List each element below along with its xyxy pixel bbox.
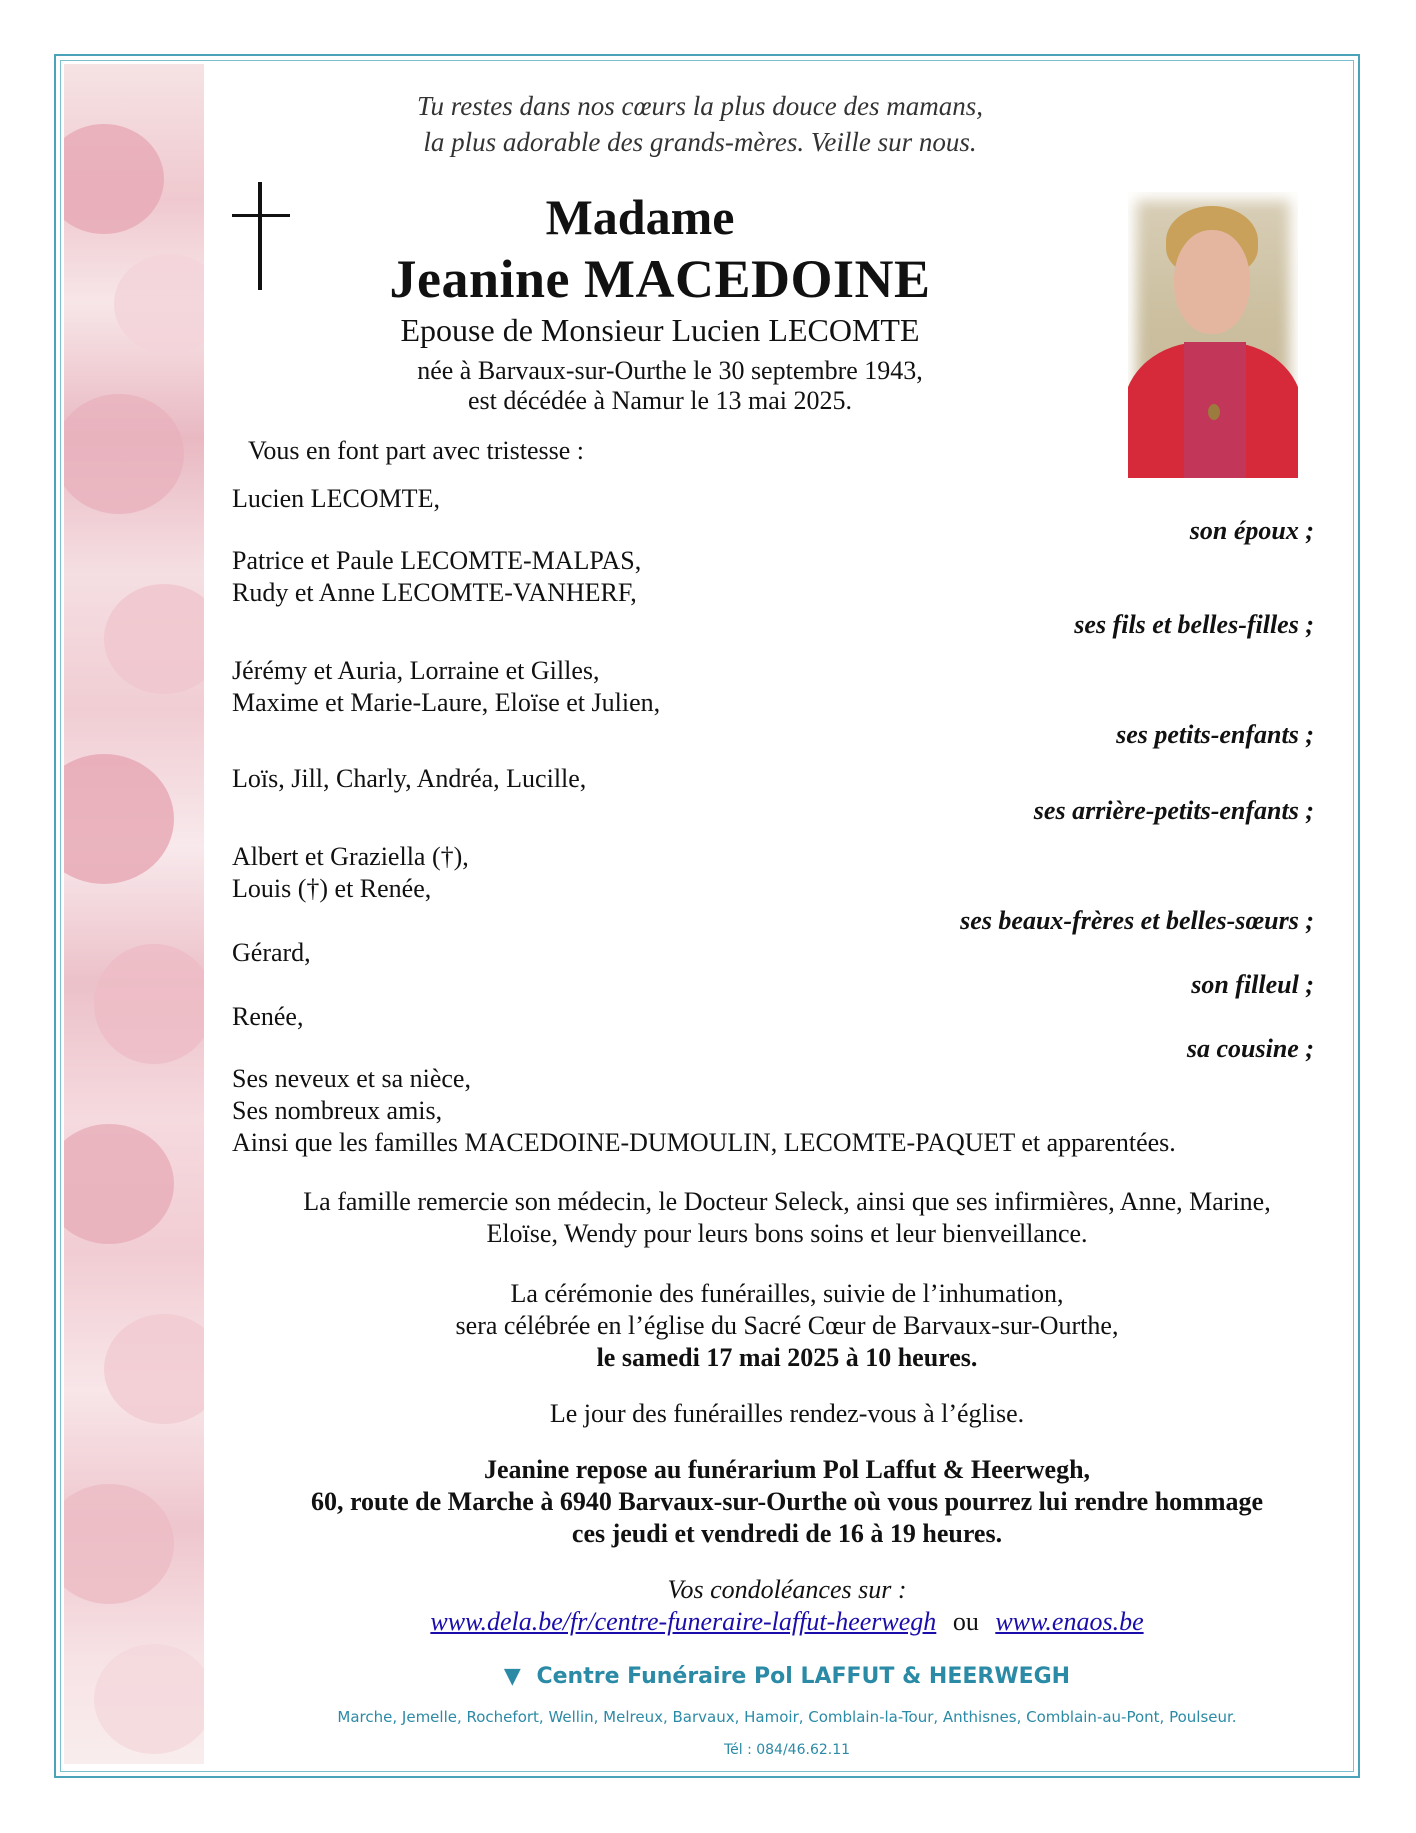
- footer-towns: Marche, Jemelle, Rochefort, Wellin, Melreux, Barvaux, Hamoir, Comblain-la-Tour, Anthisnes, Comblain-au-Pont, Poulseur.: [337, 1708, 1237, 1726]
- family-relation: ses petits-enfants ;: [1116, 720, 1314, 749]
- death-line: est décédée à Namur le 13 mai 2025.: [467, 386, 853, 415]
- footer-title: [232, 1664, 1342, 1689]
- family-name: Louis (†) et Renée,: [232, 874, 432, 903]
- family-name: Loïs, Jill, Charly, Andréa, Lucille,: [232, 764, 587, 793]
- family-name: Jérémy et Auria, Lorraine et Gilles,: [232, 656, 600, 685]
- birth-line: née à Barvaux-sur-Ourthe le 30 septembre 1943,: [417, 356, 923, 385]
- cross-icon: [258, 182, 262, 290]
- family-relation: ses fils et belles-filles ;: [1074, 610, 1314, 639]
- thanks-line: Eloïse, Wendy pour leurs bons soins et leur bienveillance.: [486, 1219, 1088, 1248]
- honorific: Madame: [545, 189, 735, 245]
- family-name: Rudy et Anne LECOMTE-VANHERF,: [232, 578, 637, 607]
- others-line: Ses neveux et sa nièce,: [232, 1064, 471, 1093]
- thanks-line: La famille remercie son médecin, le Docteur Seleck, ainsi que ses infirmières, Anne, Marine,: [303, 1187, 1271, 1216]
- cross-icon-bar: [232, 214, 290, 217]
- link-separator: ou: [952, 1607, 979, 1636]
- others-line: Ainsi que les familles MACEDOINE-DUMOULIN, LECOMTE-PAQUET et apparentées.: [232, 1128, 1176, 1157]
- family-name: Patrice et Paule LECOMTE-MALPAS,: [232, 546, 642, 575]
- ceremony-date: le samedi 17 mai 2025 à 10 heures.: [596, 1343, 978, 1372]
- triangle-down-icon: ▼: [503, 1664, 521, 1689]
- family-relation: ses arrière-petits-enfants ;: [1033, 796, 1314, 825]
- footer-phone: Tél : 084/46.62.11: [723, 1742, 851, 1758]
- family-relation: ses beaux-frères et belles-sœurs ;: [960, 906, 1314, 935]
- family-name: Albert et Graziella (†),: [232, 842, 469, 871]
- condolences-label: Vos condoléances sur :: [667, 1575, 907, 1604]
- family-relation: son filleul ;: [1191, 970, 1314, 999]
- funeral-center-name: Centre Funéraire Pol LAFFUT & HEERWEGH: [536, 1664, 1071, 1689]
- cherry-blossom-strip: [64, 64, 204, 1764]
- funerarium-line: Jeanine repose au funérarium Pol Laffut & Heerwegh,: [483, 1455, 1091, 1484]
- family-name: Renée,: [232, 1002, 304, 1031]
- epitaph-line-2: la plus adorable des grands-mères. Veille sur nous.: [423, 127, 977, 157]
- dela-link[interactable]: www.dela.be/fr/centre-funeraire-laffut-heerwegh: [430, 1607, 937, 1636]
- others-line: Ses nombreux amis,: [232, 1096, 443, 1125]
- epitaph-line-1: Tu restes dans nos cœurs la plus douce des mamans,: [416, 91, 983, 121]
- meeting-line: Le jour des funérailles rendez-vous à l’église.: [549, 1399, 1025, 1428]
- family-name: Maxime et Marie-Laure, Eloïse et Julien,: [232, 688, 661, 717]
- family-name: Gérard,: [232, 938, 311, 967]
- portrait-photo: [1128, 192, 1298, 478]
- funerarium-line: 60, route de Marche à 6940 Barvaux-sur-Ourthe où vous pourrez lui rendre hommage: [310, 1487, 1264, 1516]
- family-relation: sa cousine ;: [1186, 1034, 1314, 1063]
- ceremony-line: La cérémonie des funérailles, suivie de l’inhumation,: [510, 1279, 1064, 1308]
- deceased-name: Jeanine MACEDOINE: [389, 249, 931, 309]
- intro-line: Vous en font part avec tristesse :: [248, 436, 584, 465]
- ceremony-line: sera célébrée en l’église du Sacré Cœur de Barvaux-sur-Ourthe,: [455, 1311, 1119, 1340]
- spouse-line: Epouse de Monsieur Lucien LECOMTE: [400, 312, 920, 348]
- enaos-link[interactable]: www.enaos.be: [995, 1607, 1144, 1636]
- family-name: Lucien LECOMTE,: [232, 484, 440, 513]
- family-relation: son époux ;: [1189, 516, 1314, 545]
- condolences-links: [232, 1606, 1342, 1638]
- funerarium-line: ces jeudi et vendredi de 16 à 19 heures.: [571, 1519, 1003, 1548]
